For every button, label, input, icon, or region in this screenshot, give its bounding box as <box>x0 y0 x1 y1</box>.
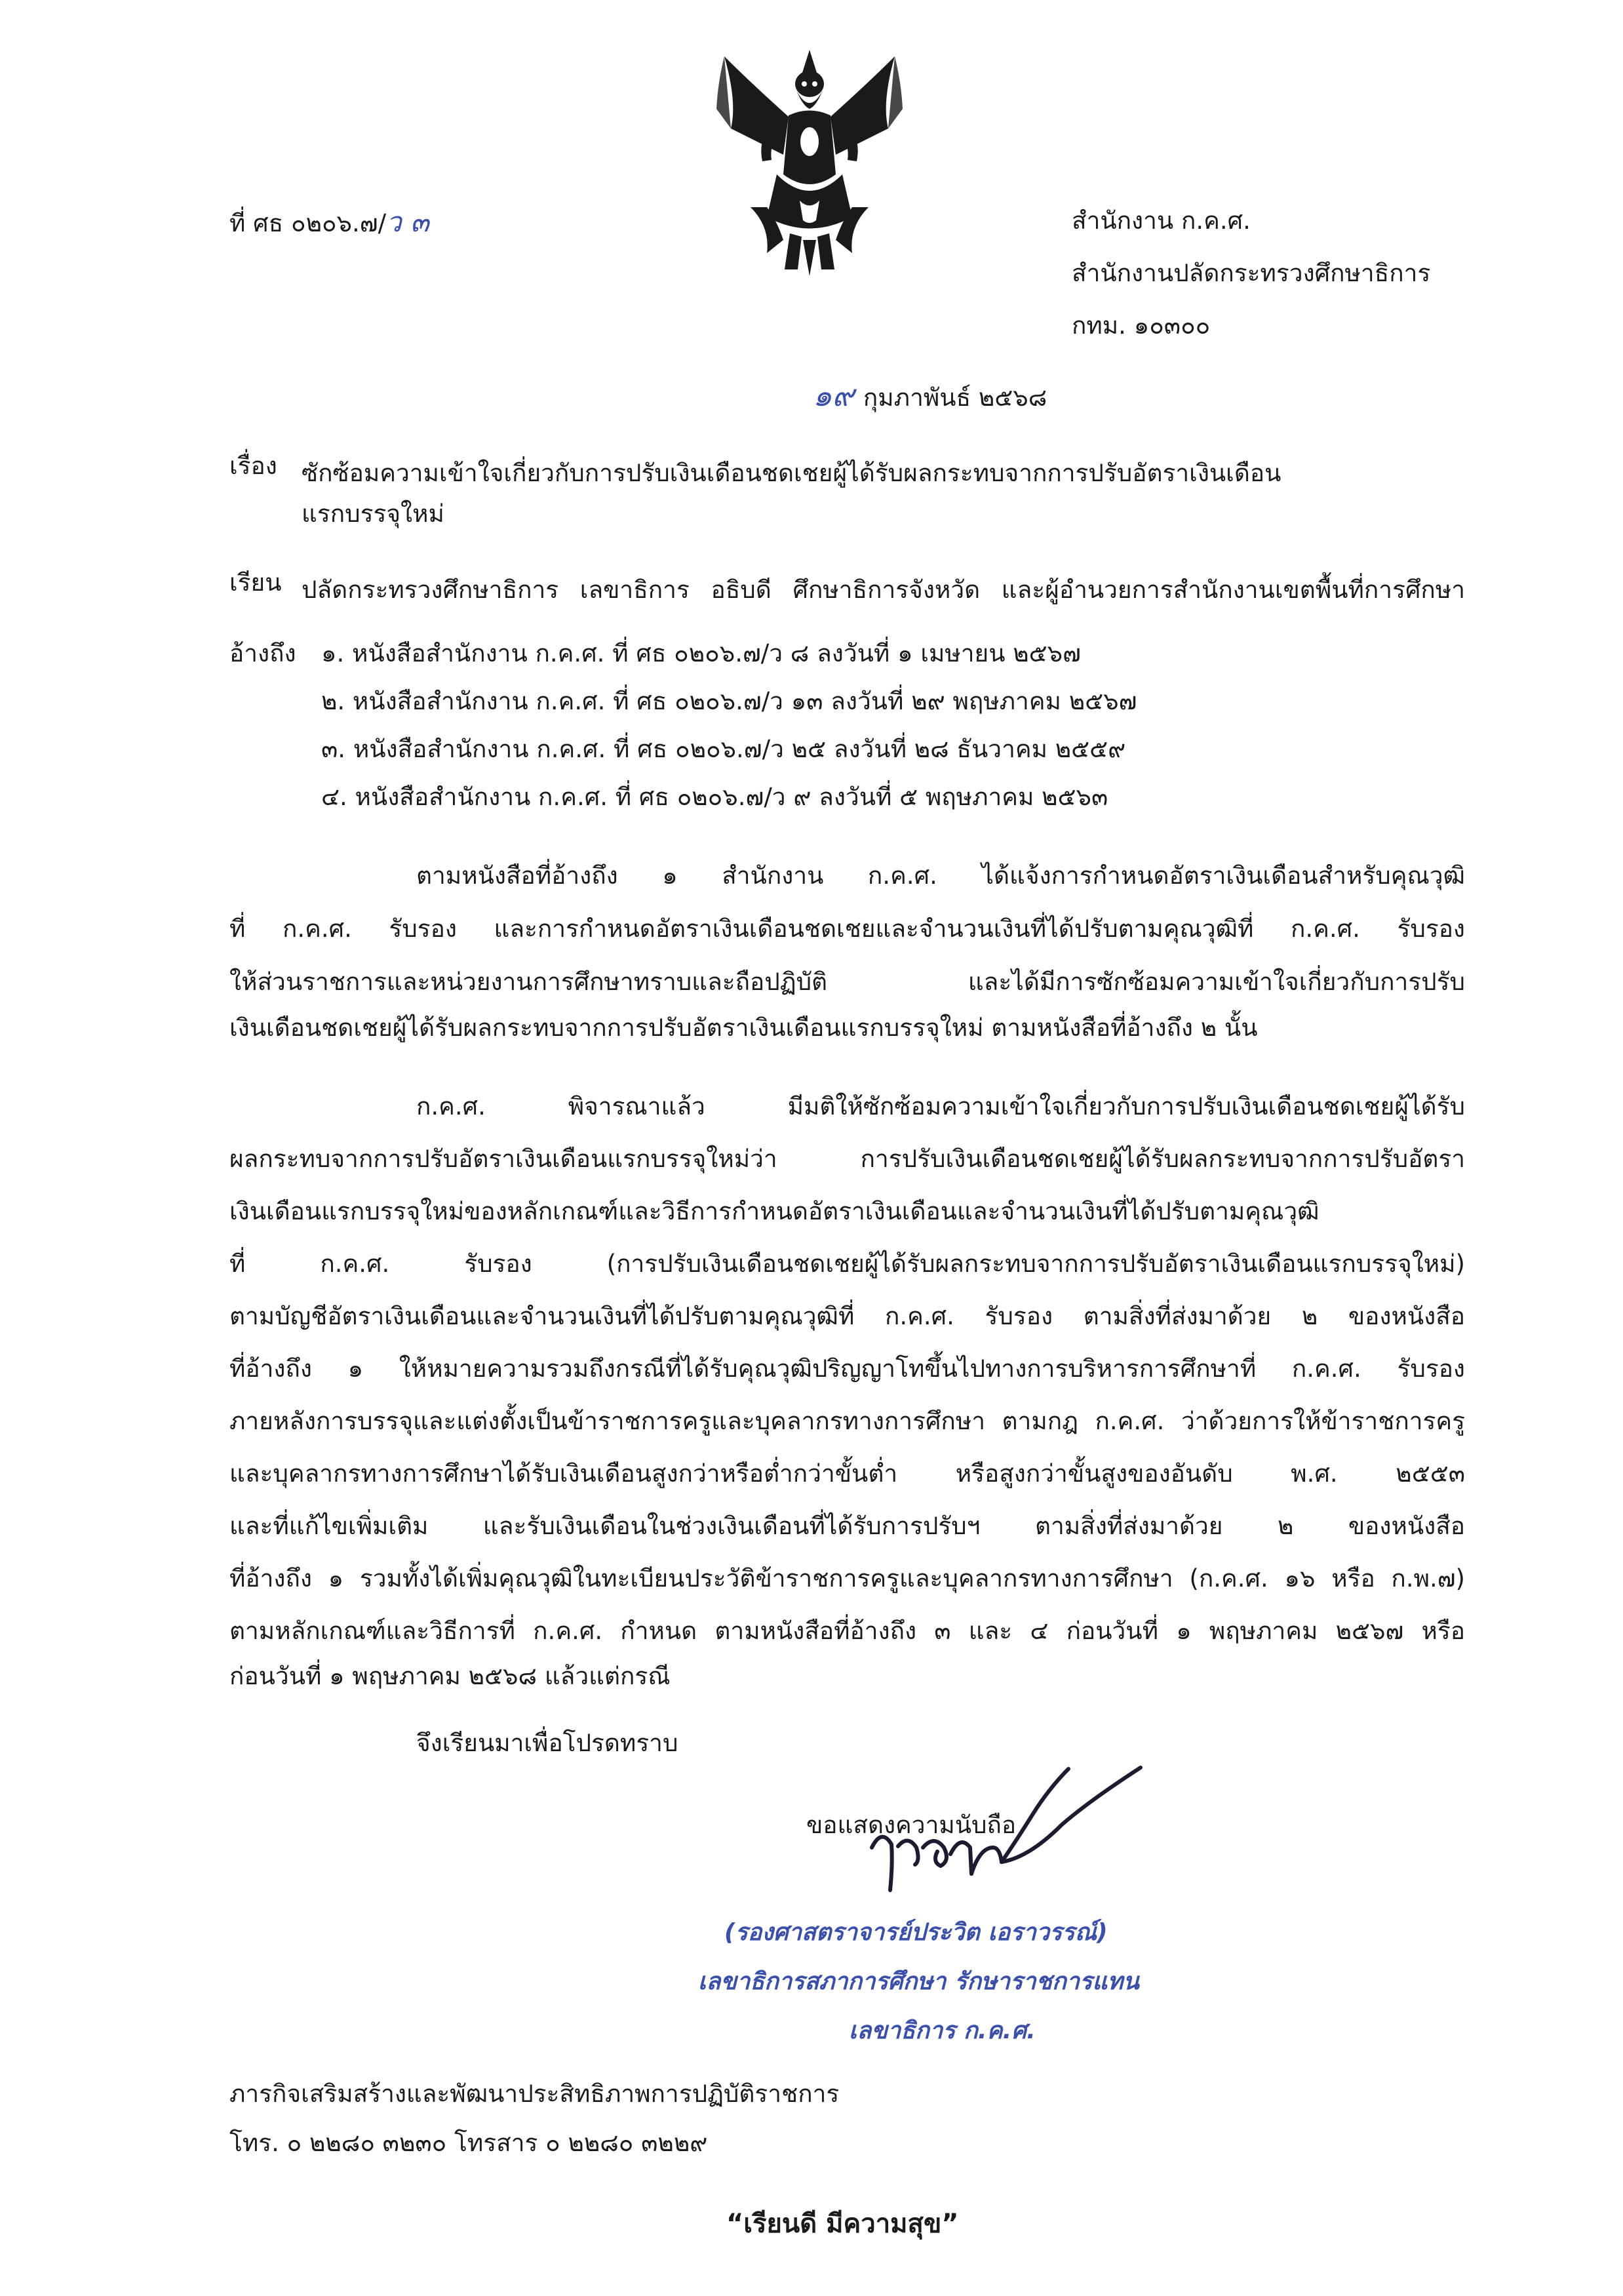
document-date <box>813 378 1047 413</box>
date-month-year: กุมภาพันธ์ ๒๕๖๘ <box>863 384 1047 412</box>
signature-image <box>852 1749 1167 1907</box>
reference-number-printed: ที่ ศธ ๐๒๐๖.๗/ <box>229 209 387 237</box>
paragraph-2-line: ตามบัญชีอัตราเงินเดือนและจำนวนเงินที่ได้ปรับตามคุณวุฒิที่ ก.ค.ศ. รับรอง ตามสิ่งที่ส่งมาด้วย ๒ ของหนังสือ <box>229 1302 1465 1330</box>
reference-number <box>229 208 429 236</box>
subject-label: เรื่อง <box>229 452 277 480</box>
footer-department: ภารกิจเสริมสร้างและพัฒนาประสิทธิภาพการปฏิบัติราชการ <box>229 2080 840 2108</box>
closing-regards: ขอแสดงความนับถือ <box>806 1811 1017 1839</box>
subject-line-2: แรกบรรจุใหม่ <box>302 500 444 528</box>
reference-item: ๒. หนังสือสำนักงาน ก.ค.ศ. ที่ ศธ ๐๒๐๖.๗/ว ๑๓ ลงวันที่ ๒๙ พฤษภาคม ๒๕๖๗ <box>321 687 1137 715</box>
paragraph-2-line: ที่อ้างถึง ๑ ให้หมายความรวมถึงกรณีที่ได้รับคุณวุฒิปริญญาโทขึ้นไปทางการบริหารการศึกษาที่ ก.ค.ศ. รับรอง <box>229 1355 1465 1383</box>
paragraph-2-line: ก่อนวันที่ ๑ พฤษภาคม ๒๕๖๘ แล้วแต่กรณี <box>229 1662 671 1690</box>
date-day-handwritten: ๑๙ <box>813 378 854 413</box>
paragraph-2-line: ตามหลักเกณฑ์และวิธีการที่ ก.ค.ศ. กำหนด ตามหนังสือที่อ้างถึง ๓ และ ๔ ก่อนวันที่ ๑ พฤษภาคม ๒๕๖๗ หรือ <box>229 1617 1465 1645</box>
paragraph-1-line: ตามหนังสือที่อ้างถึง ๑ สำนักงาน ก.ค.ศ. ได้แจ้งการกำหนดอัตราเงินเดือนสำหรับคุณวุฒิ <box>416 861 1465 890</box>
paragraph-2-line: ก.ค.ศ. พิจารณาแล้ว มีมติให้ซักซ้อมความเข้าใจเกี่ยวกับการปรับเงินเดือนชดเชยผู้ได้รับ <box>416 1092 1465 1120</box>
paragraph-2-line: ที่ ก.ค.ศ. รับรอง (การปรับเงินเดือนชดเชยผู้ได้รับผลกระทบจากการปรับอัตราเงินเดือนแรกบรรจุใหม่) <box>229 1250 1465 1278</box>
paragraph-2-line: ที่อ้างถึง ๑ รวมทั้งได้เพิ่มคุณวุฒิในทะเบียนประวัติข้าราชการครูและบุคลากรทางการศึกษา (ก.ค.ศ. ๑๖ หรือ ก.พ.๗) <box>229 1564 1465 1593</box>
garuda-emblem <box>711 43 908 279</box>
paragraph-1-line: ที่ ก.ค.ศ. รับรอง และการกำหนดอัตราเงินเดือนชดเชยและจำนวนเงินที่ได้ปรับตามคุณวุฒิที่ ก.ค.ศ. รับรอง <box>229 915 1465 943</box>
recipient-label: เรียน <box>229 568 282 597</box>
office-postcode: กทม. ๑๐๓๐๐ <box>1072 311 1211 340</box>
signer-name: (รองศาสตราจารย์ประวิต เอราวรรณ์) <box>724 1919 1108 1946</box>
subject-line-1: ซักซ้อมความเข้าใจเกี่ยวกับการปรับเงินเดือนชดเชยผู้ได้รับผลกระทบจากการปรับอัตราเงินเดือน <box>302 459 1281 487</box>
reference-item: ๔. หนังสือสำนักงาน ก.ค.ศ. ที่ ศธ ๐๒๐๖.๗/ว ๙ ลงวันที่ ๕ พฤษภาคม ๒๕๖๓ <box>321 783 1108 811</box>
signer-office: เลขาธิการ ก.ค.ศ. <box>849 2017 1036 2044</box>
paragraph-2-line: ผลกระทบจากการปรับอัตราเงินเดือนแรกบรรจุใหม่ว่า การปรับเงินเดือนชดเชยผู้ได้รับผลกระทบจากการปรับอัตรา <box>229 1145 1465 1173</box>
reference-item: ๑. หนังสือสำนักงาน ก.ค.ศ. ที่ ศธ ๐๒๐๖.๗/ว ๘ ลงวันที่ ๑ เมษายน ๒๕๖๗ <box>321 639 1081 667</box>
reference-item: ๓. หนังสือสำนักงาน ก.ค.ศ. ที่ ศธ ๐๒๐๖.๗/ว ๒๕ ลงวันที่ ๒๘ ธันวาคม ๒๕๕๙ <box>321 735 1126 763</box>
paragraph-2-line: เงินเดือนแรกบรรจุใหม่ของหลักเกณฑ์และวิธีการกำหนดอัตราเงินเดือนและจำนวนเงินที่ได้ปรับตามคุณวุฒิ <box>229 1197 1320 1225</box>
signer-title: เลขาธิการสภาการศึกษา รักษาราชการแทน <box>698 1968 1139 1995</box>
footer-contact: โทร. ๐ ๒๒๘๐ ๓๒๓๐ โทรสาร ๐ ๒๒๘๐ ๓๒๒๙ <box>229 2129 708 2157</box>
paragraph-2-line: และที่แก้ไขเพิ่มเติม และรับเงินเดือนในช่วงเงินเดือนที่ได้รับการปรับฯ ตามสิ่งที่ส่งมาด้วย ๒ ของหนังสือ <box>229 1512 1465 1540</box>
reference-number-handwritten: ว ๓ <box>386 206 429 238</box>
paragraph-1-line: เงินเดือนชดเชยผู้ได้รับผลกระทบจากการปรับอัตราเงินเดือนแรกบรรจุใหม่ ตามหนังสือที่อ้างถึง ๒ นั้น <box>229 1014 1258 1042</box>
references-label: อ้างถึง <box>229 639 296 667</box>
recipient-text: ปลัดกระทรวงศึกษาธิการ เลขาธิการ อธิบดี ศึกษาธิการจังหวัด และผู้อำนวยการสำนักงานเขตพื้นที่การศึกษา <box>302 576 1465 604</box>
paragraph-1-line: ให้ส่วนราชการและหน่วยงานการศึกษาทราบและถือปฏิบัติ และได้มีการซักซ้อมความเข้าใจเกี่ยวกับการปรับ <box>229 968 1465 996</box>
footer-slogan: “เรียนดี มีความสุข” <box>726 2209 959 2239</box>
paragraph-2-line: และบุคลากรทางการศึกษาได้รับเงินเดือนสูงกว่าหรือต่ำกว่าขั้นต่ำ หรือสูงกว่าขั้นสูงของอันดับ พ.ศ. ๒๕๕๓ <box>229 1459 1465 1488</box>
office-parent: สำนักงานปลัดกระทรวงศึกษาธิการ <box>1072 259 1431 287</box>
office-name: สำนักงาน ก.ค.ศ. <box>1072 207 1251 235</box>
paragraph-2-line: ภายหลังการบรรจุและแต่งตั้งเป็นข้าราชการครูและบุคลากรทางการศึกษา ตามกฎ ก.ค.ศ. ว่าด้วยการให้ข้าราชการครู <box>229 1407 1465 1435</box>
closing-inform: จึงเรียนมาเพื่อโปรดทราบ <box>416 1729 678 1757</box>
